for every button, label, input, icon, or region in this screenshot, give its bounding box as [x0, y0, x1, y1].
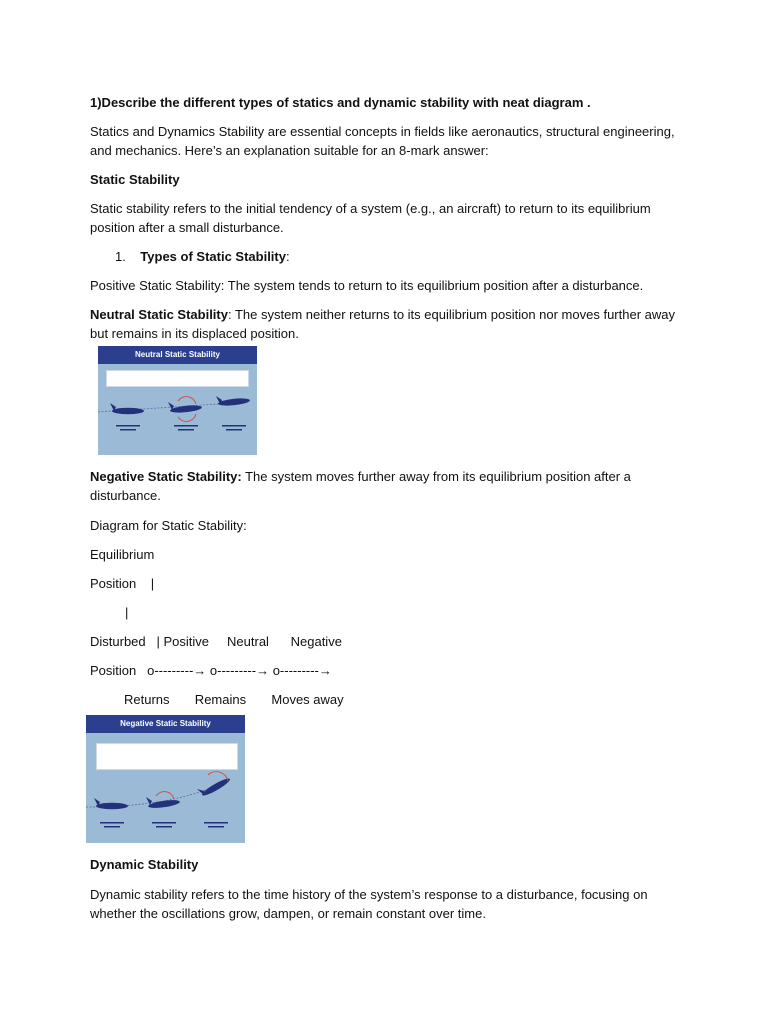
list-number: 1.	[115, 249, 126, 264]
neutral-stability-line	[90, 305, 675, 324]
negative-stability-figure	[86, 715, 245, 843]
negative-text: The system moves further away from its equilibrium position after a	[241, 469, 631, 484]
negative-stability-line	[90, 467, 631, 486]
static-def-line-1: Static stability refers to the initial tendency of a system (e.g., an aircraft) to return to its equilibrium	[90, 201, 651, 216]
list-suffix: :	[285, 249, 290, 264]
diagram-line-outcomes: Returns Remains Moves away	[124, 692, 344, 707]
aircraft-diagram-icon	[98, 346, 257, 455]
neutral-label: Neutral Static Stability	[90, 307, 228, 322]
diagram-caption: Diagram for Static Stability:	[90, 518, 247, 533]
intro-line-1: Statics and Dynamics Stability are essential concepts in fields like aeronautics, structural engineering,	[90, 124, 675, 139]
neutral-stability-line-2: but remains in its displaced position.	[90, 326, 299, 341]
figure-title: Neutral Static Stability	[98, 346, 257, 364]
dynamic-def-line-1: Dynamic stability refers to the time history of the system’s response to a disturbance, focusing on	[90, 887, 648, 902]
intro-line-2: and mechanics. Here’s an explanation suitable for an 8-mark answer:	[90, 143, 489, 158]
static-stability-heading: Static Stability	[90, 172, 180, 187]
negative-label: Negative Static Stability:	[90, 469, 242, 484]
list-item-types	[115, 247, 290, 266]
dynamic-stability-heading: Dynamic Stability	[90, 857, 199, 872]
diagram-line-disturbed: Disturbed | Positive Neutral Negative	[90, 634, 342, 649]
positive-stability-line: Positive Static Stability: The system tends to return to its equilibrium position after a disturbance.	[90, 278, 644, 293]
figure-title: Negative Static Stability	[86, 715, 245, 733]
dynamic-def-line-2: whether the oscillations grow, dampen, or remain constant over time.	[90, 906, 486, 921]
question-heading: 1)Describe the different types of statics and dynamic stability with neat diagram .	[90, 95, 591, 110]
diagram-line-position: Position |	[90, 576, 155, 591]
aircraft-diagram-icon	[86, 715, 245, 843]
neutral-text: : The system neither returns to its equilibrium position nor moves further away	[227, 307, 675, 322]
list-label: Types of Static Stability	[140, 249, 286, 264]
diagram-line-arrows: Position o---------→ o---------→ o---------→	[90, 663, 332, 678]
neutral-stability-figure	[98, 346, 257, 455]
diagram-line-equilibrium: Equilibrium	[90, 547, 155, 562]
diagram-line-bar: |	[125, 605, 129, 620]
negative-stability-line-2: disturbance.	[90, 488, 161, 503]
static-def-line-2: position after a small disturbance.	[90, 220, 284, 235]
